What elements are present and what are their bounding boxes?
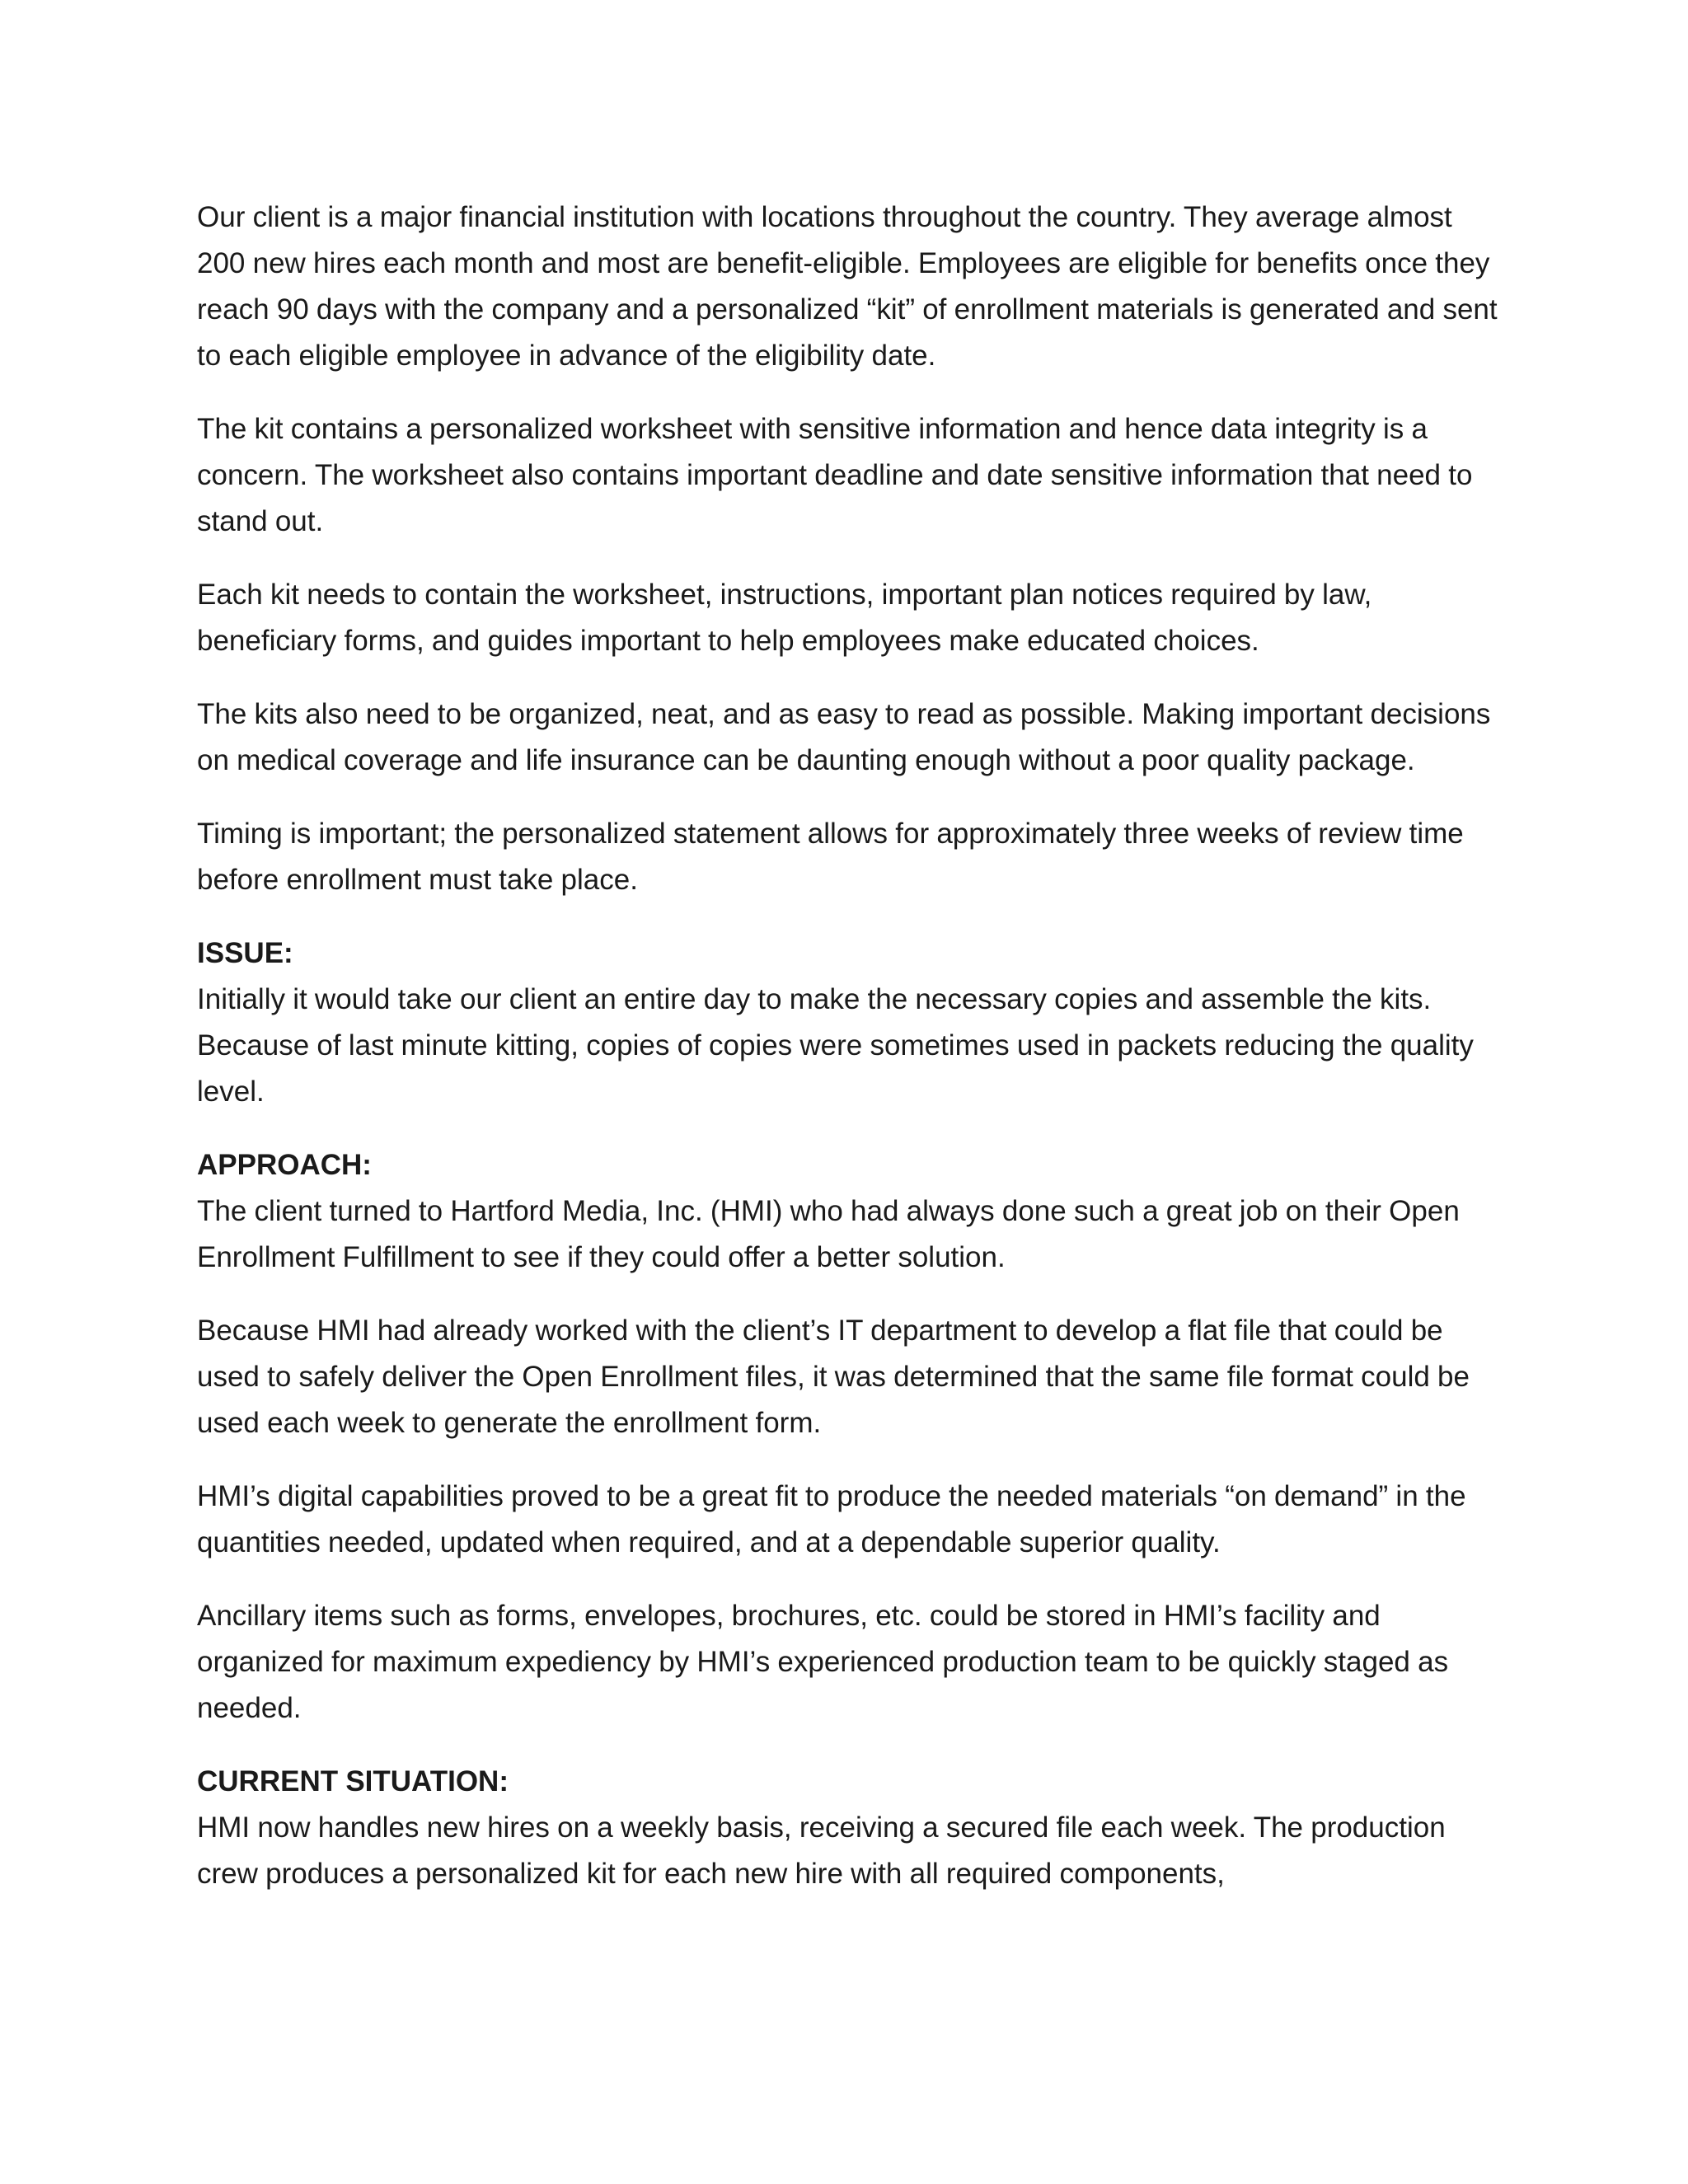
approach-heading: APPROACH: — [197, 1149, 372, 1181]
current-situation-heading: CURRENT SITUATION: — [197, 1765, 509, 1797]
intro-paragraph-1: Our client is a major financial institution with locations throughout the country. They average almost 200 new hires each month and most are benefit-eligible. Employees are eligible for benefits once they reach 90 days with the company and a personalized “kit” of enrollment materials is generated and sent to each eligible employee in advance of the eligibility date. — [197, 201, 1498, 372]
document-page — [197, 194, 1499, 1924]
intro-paragraph-2: The kit contains a personalized worksheet with sensitive information and hence data integrity is a concern. The worksheet also contains important deadline and date sensitive information that need to stand out. — [197, 413, 1473, 537]
approach-paragraph-2: Because HMI had already worked with the client’s IT department to develop a flat file that could be used to safely deliver the Open Enrollment files, it was determined that the same file format could be used each week to generate the enrollment form. — [197, 1315, 1470, 1439]
approach-paragraph-4: Ancillary items such as forms, envelopes, brochures, etc. could be stored in HMI’s facility and organized for maximum expediency by HMI’s experienced production team to be quickly staged as needed. — [197, 1600, 1449, 1724]
current-situation-paragraph: HMI now handles new hires on a weekly basis, receiving a secured file each week. The production crew produces a personalized kit for each new hire with all required components, — [197, 1811, 1446, 1890]
approach-paragraph-1: The client turned to Hartford Media, Inc. (HMI) who had always done such a great job on their Open Enrollment Fulfillment to see if they could offer a better solution. — [197, 1195, 1460, 1273]
approach-paragraph-3: HMI’s digital capabilities proved to be a great fit to produce the needed materials “on demand” in the quantities needed, updated when required, and at a dependable superior quality. — [197, 1480, 1466, 1558]
issue-heading: ISSUE: — [197, 937, 293, 969]
intro-paragraph-3: Each kit needs to contain the worksheet, instructions, important plan notices required by law, beneficiary forms, and guides important to help employees make educated choices. — [197, 579, 1372, 657]
intro-paragraph-5: Timing is important; the personalized statement allows for approximately three weeks of review time before enrollment must take place. — [197, 818, 1464, 896]
issue-paragraph: Initially it would take our client an entire day to make the necessary copies and assemble the kits. Because of last minute kitting, copies of copies were sometimes used in packets reducing the quality level. — [197, 983, 1474, 1108]
intro-paragraph-4: The kits also need to be organized, neat, and as easy to read as possible. Making important decisions on medical coverage and life insurance can be daunting enough without a poor quality package. — [197, 698, 1491, 776]
